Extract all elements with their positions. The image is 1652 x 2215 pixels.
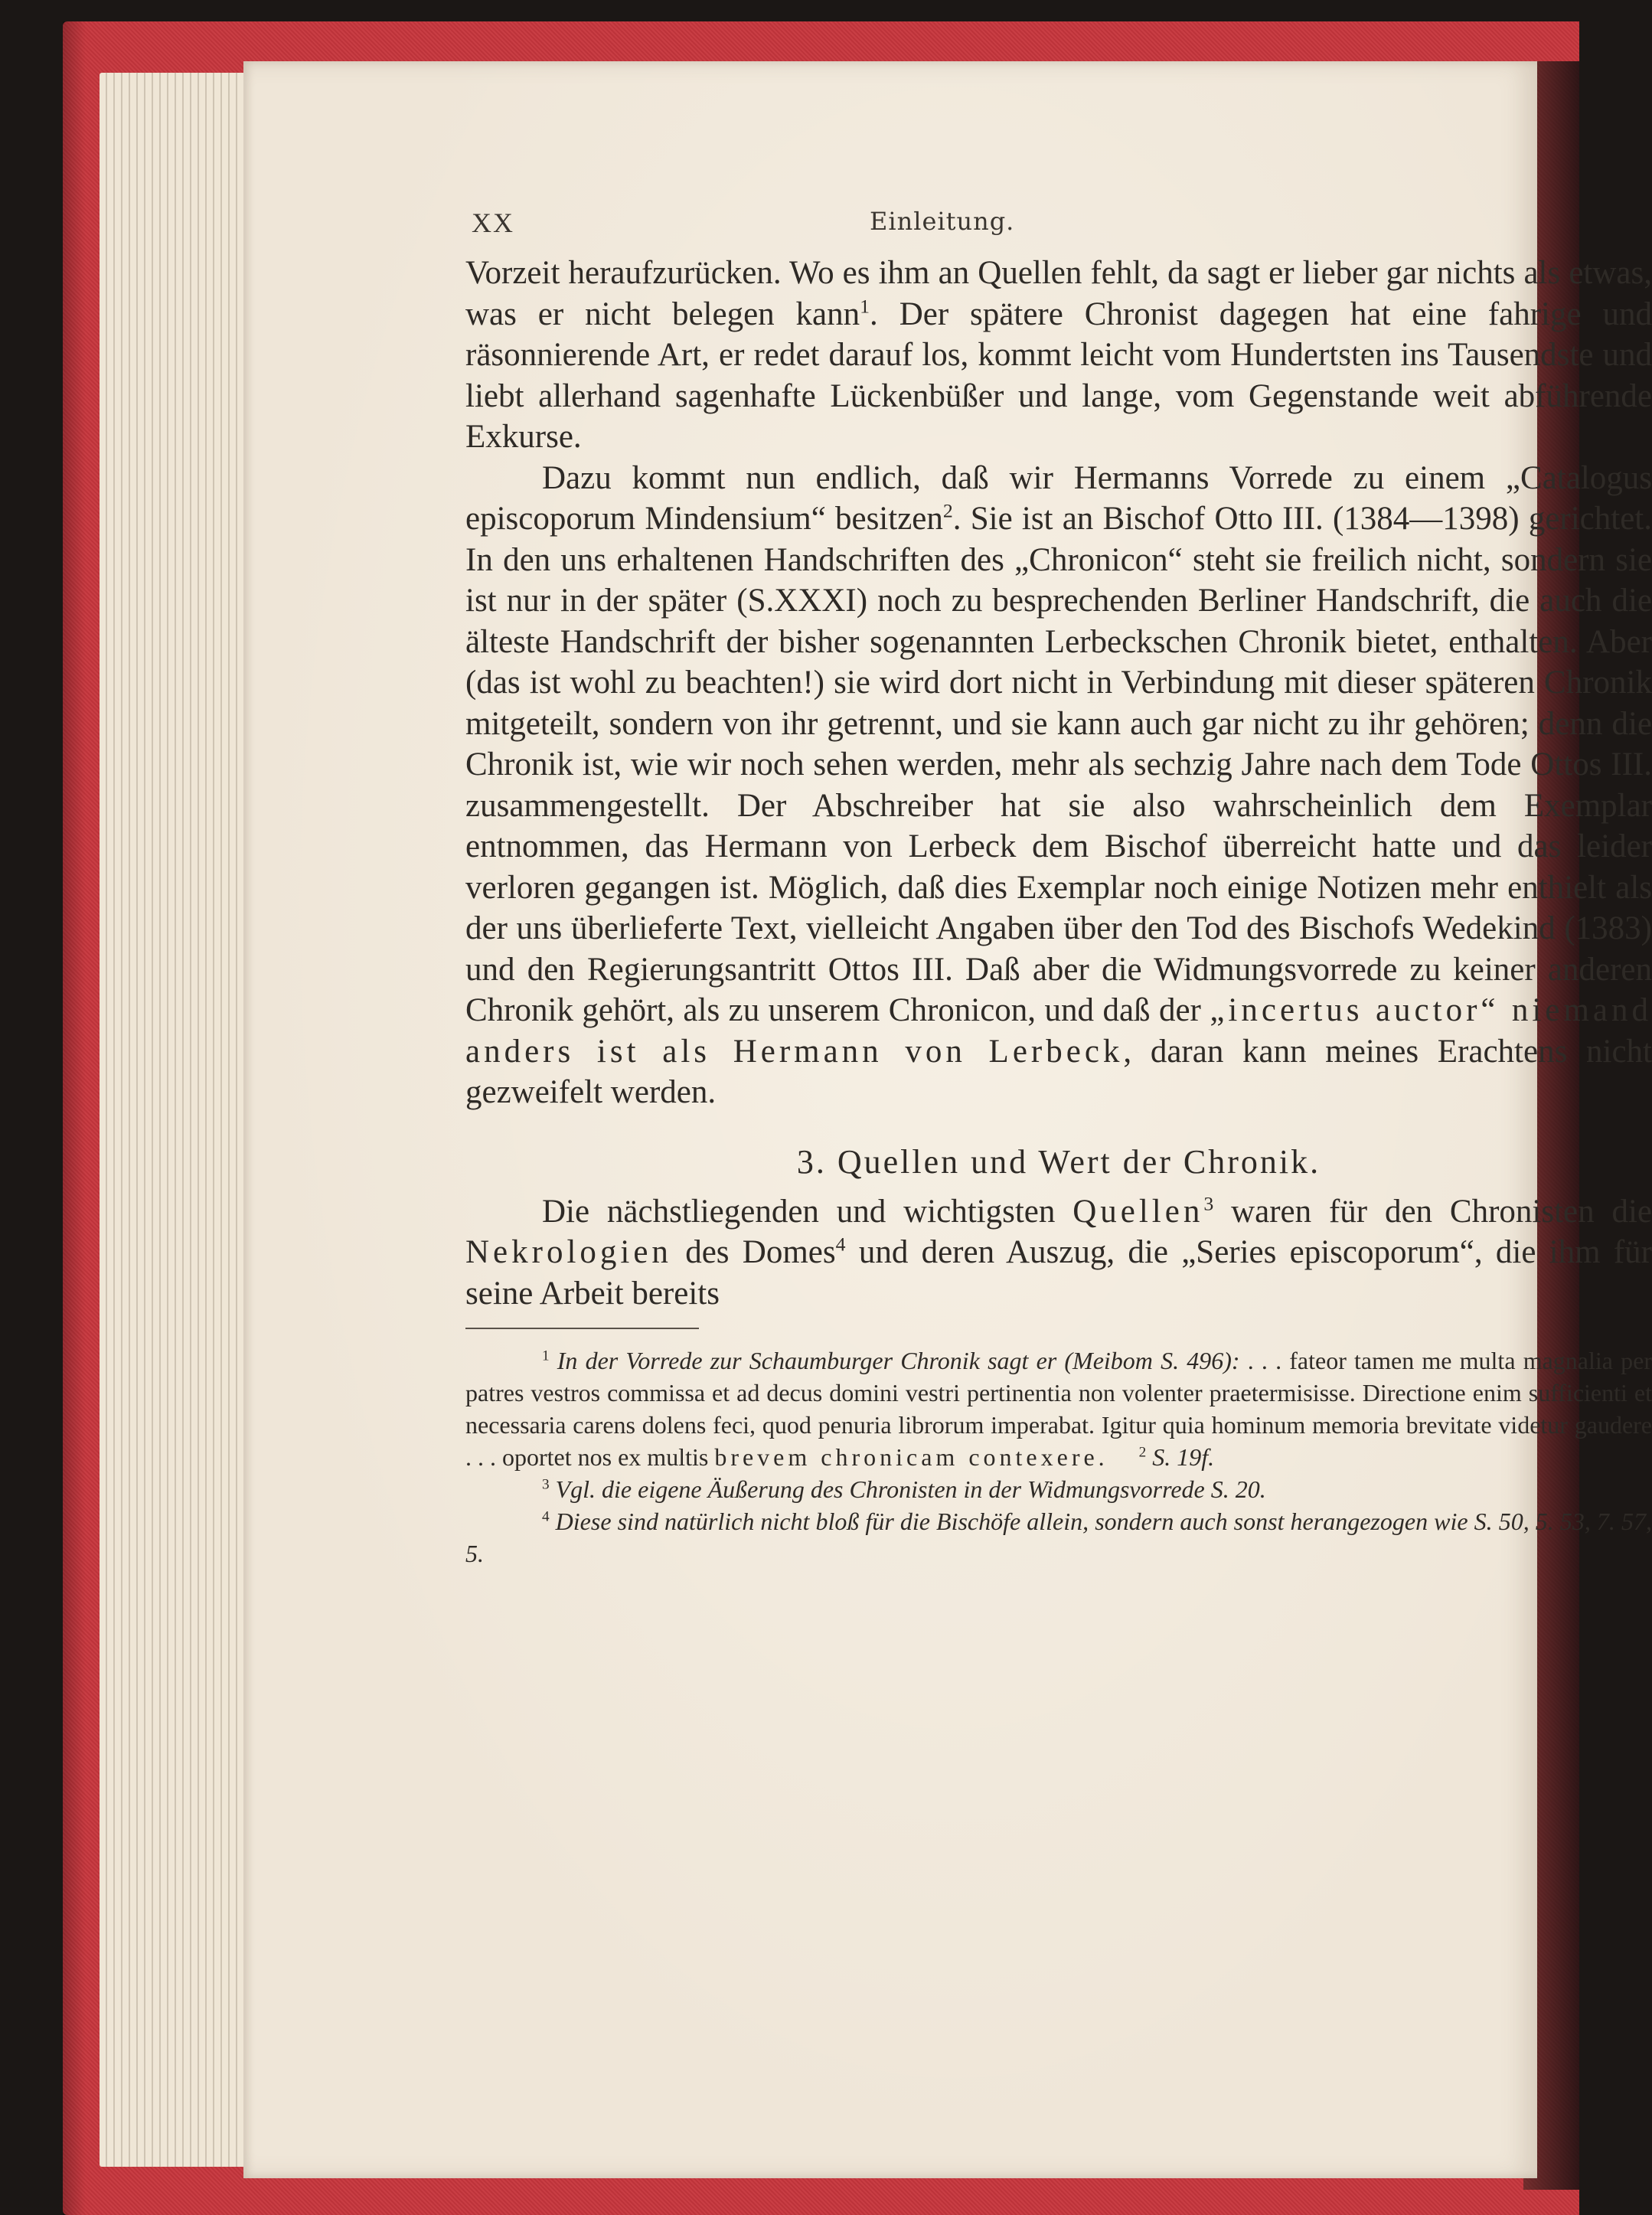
cover-edge-shadow	[63, 21, 86, 2215]
paragraph-3-text-b: waren für den Chronisten die	[1213, 1193, 1652, 1230]
paragraph-2-text-a: Dazu kommt nun endlich, daß wir Hermanns Vorrede zu einem „Catalogus episcoporum Mindensium“ besitzen	[465, 459, 1652, 537]
footnote-2-number: 2	[1138, 1444, 1147, 1461]
running-title: Einleitung.	[870, 207, 1015, 236]
footnote-ref-2: 2	[942, 499, 953, 522]
footnote-4	[465, 1505, 1652, 1570]
footnote-2-text: S. 19f.	[1152, 1443, 1215, 1471]
paragraph-3-emphasis-nekrologien: Nekrologien	[465, 1234, 672, 1270]
footnote-3-text: Vgl. die eigene Äußerung des Chronisten in der Widmungsvorrede S. 20.	[555, 1475, 1266, 1503]
footnote-3-number: 3	[542, 1476, 550, 1493]
footnote-ref-4: 4	[835, 1233, 846, 1256]
paragraph-3-text-c: des Domes	[671, 1234, 836, 1270]
paragraph-2-emphasis: „incertus auctor“ niemand anders ist als Hermann von Lerbeck	[465, 992, 1652, 1070]
footnote-ref-3: 3	[1203, 1192, 1214, 1215]
footnote-4-number: 4	[542, 1508, 550, 1525]
paragraph-2	[465, 458, 1652, 1113]
footnote-1-italic: In der Vorrede zur Schaumburger Chronik sagt er (Meibom S. 496):	[557, 1347, 1240, 1374]
page-number: XX	[472, 207, 514, 238]
book-page	[243, 61, 1652, 2178]
running-header	[472, 207, 1260, 253]
footnote-3	[465, 1473, 1652, 1505]
footnote-divider	[465, 1328, 699, 1329]
footnotes	[465, 1344, 1652, 1570]
footnote-4-text: Diese sind natürlich nicht bloß für die Bischöfe allein, sondern auch sonst herangezogen wie S. 50, 5. 53, 7. 57, 5.	[465, 1508, 1652, 1567]
footnote-1-number: 1	[542, 1348, 550, 1364]
paragraph-1	[465, 253, 1652, 458]
paragraph-3	[465, 1191, 1652, 1315]
paragraph-3-emphasis-quellen: Quellen	[1072, 1193, 1204, 1230]
footnote-1-text: . . . fateor tamen me multa magnalia per patres vestros commissa et ad decus domini vestri pertinentia non volenter praetermisisse. Directione enim sufficienti et necessaria carens dolens feci, quod penuria librorum imperabat. Igitur quia hominum memoria brevitate videtur gaudere . . . oportet nos ex multis	[465, 1347, 1652, 1471]
paragraph-3-text-d: und deren Auszug, die „Series episcoporum“, die ihm für seine Arbeit bereits	[465, 1234, 1652, 1312]
paragraph-1-text-a: Vorzeit heraufzurücken. Wo es ihm an Quellen fehlt, da sagt er lieber gar nichts als etwas, was er nicht belegen kann	[465, 255, 1652, 332]
section-heading: 3. Quellen und Wert der Chronik.	[796, 1142, 1321, 1181]
paragraph-3-text-a: Die nächstliegenden und wichtigsten	[542, 1193, 1073, 1230]
body-text	[465, 253, 1652, 1314]
page-edges	[100, 73, 253, 2167]
footnote-1-spaced: brevem chronicam contexere.	[714, 1443, 1108, 1471]
page-text	[465, 253, 1652, 1570]
footnote-ref-1: 1	[860, 295, 870, 318]
paragraph-2-text-c: , daran kann meines Erachtens nicht gezweifelt werden.	[465, 1033, 1652, 1110]
paragraph-1-text-b: . Der spätere Chronist dagegen hat eine fahrige und räsonnierende Art, er redet darauf los, kommt leicht vom Hundertsten ins Tausendste und liebt allerhand sagenhafte Lückenbüßer und lange, vom Gegenstande weit abführende Exkurse.	[465, 296, 1652, 455]
paragraph-2-text-b: . Sie ist an Bischof Otto III. (1384—1398) gerichtet. In den uns erhaltenen Handschriften des „Chronicon“ steht sie freilich nicht, sondern sie ist nur in der später (S.XXXI) noch zu besprechenden Berliner Handschrift, die auch die älteste Handschrift der bisher sogenannten Lerbeckschen Chronik bietet, enthalten. Aber (das ist wohl zu beachten!) sie wird dort nicht in Verbindung mit dieser späteren Chronik mitgeteilt, sondern von ihr getrennt, und sie kann auch gar nicht zu ihr gehören; denn die Chronik ist, wie wir noch sehen werden, mehr als sechzig Jahre nach dem Tode Ottos III. zusammengestellt. Der Abschreiber hat sie also wahrscheinlich dem Exemplar entnommen, das Hermann von Lerbeck dem Bischof überreicht hatte und das leider verloren gegangen ist. Möglich, daß dies Exemplar noch einige Notizen mehr enthielt als der uns überlieferte Text, vielleicht Angaben über den Tod des Bischofs Wedekind (1383) und den Regierungsantritt Ottos III. Daß aber die Widmungsvorrede zu keiner anderen Chronik gehört, als zu unserem Chronicon, und daß der	[465, 501, 1652, 1028]
footnote-1	[465, 1344, 1652, 1473]
